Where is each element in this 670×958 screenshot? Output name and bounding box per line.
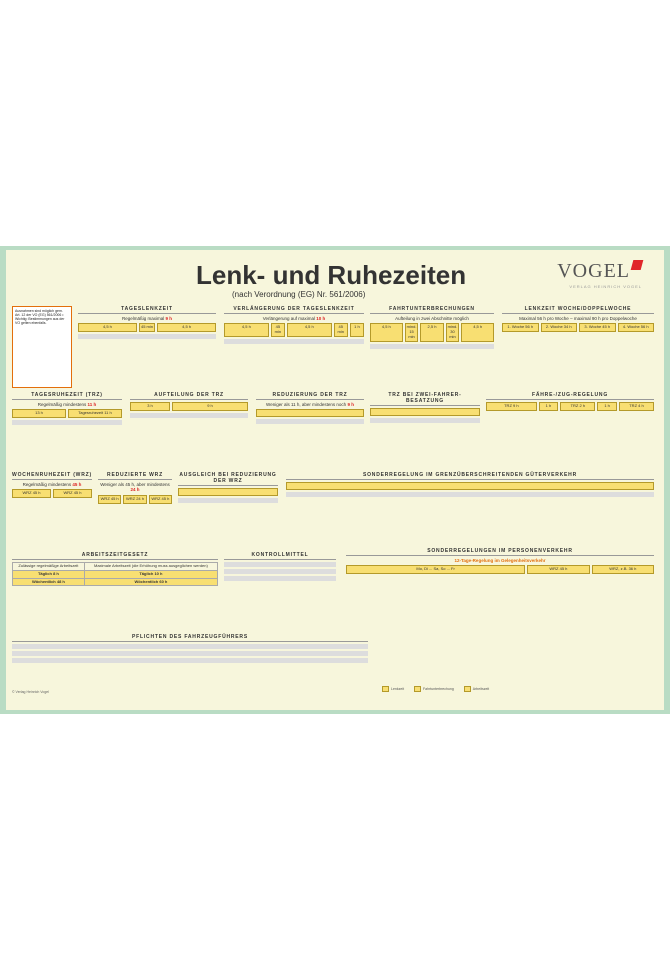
vogel-logo: VOGEL: [557, 260, 642, 283]
week-block: 3. Woche 45 h: [579, 323, 616, 332]
drive-block: 4,5 h: [461, 323, 494, 341]
ferry-block: 1 h: [539, 402, 559, 411]
timeline-bar: [78, 334, 216, 339]
break-block: mind. 15 min: [405, 323, 419, 341]
section-fahrtunterbrechungen: FAHRTUNTERBRECHUNGEN Aufteilung in zwei Abschnitte möglich 4,5 h mind. 15 min 2,5 h mind. 30 min 4,5 h: [370, 306, 494, 349]
text-placeholder: [224, 569, 336, 574]
table-cell: Täglich 10 h: [84, 570, 217, 578]
text-placeholder: [224, 576, 336, 581]
section-tageslenkzeit: TAGESLENKZEIT Regelmäßig maximal 9 h 4,5 h 45 min 4,5 h: [78, 306, 216, 339]
drive-block: 4,5 h: [224, 323, 269, 337]
section-reduzierung: REDUZIERUNG DER TRZ Weniger als 11 h, aber mindestens noch 9 h: [256, 392, 364, 424]
poster-background: [0, 246, 670, 714]
arbeitszeit-table: [12, 562, 218, 586]
drive-block: 4,5 h: [78, 323, 137, 332]
drive-block: 2,5 h: [420, 323, 443, 341]
weekly-rest-block: WRZ, z.B. 36 h: [592, 565, 654, 574]
section-ausgleich: [178, 472, 278, 503]
table-cell: Täglich 8 h: [13, 570, 85, 578]
compensation-bar: [178, 488, 278, 496]
section-title: TAGESRUHEZEIT (TRZ): [12, 392, 122, 400]
weekly-rest-block: WRZ 45 h: [53, 489, 92, 498]
rest-block: Tagesruhezeit 11 h: [68, 409, 122, 418]
weekly-rest-block: WRZ 45 h: [12, 489, 51, 498]
table-cell: Wöchentlich 60 h: [84, 578, 217, 586]
timeline-bar: [130, 413, 248, 418]
section-title: WOCHENRUHEZEIT (WRZ): [12, 472, 92, 478]
text-placeholder: [12, 651, 368, 656]
rest-bar: [370, 408, 480, 416]
poster-subtitle: (nach Verordnung (EG) Nr. 561/2006): [232, 290, 366, 299]
legend-item: Lenkzeit: [382, 686, 404, 692]
poster-sheet: [6, 250, 664, 710]
section-title: KONTROLLMITTEL: [224, 552, 336, 560]
section-title: PFLICHTEN DES FAHRZEUGFÜHRERS: [12, 634, 368, 642]
week-block: 4. Woche 56 h: [618, 323, 655, 332]
section-grenzverkehr: [286, 472, 654, 497]
section-aufteilung: [130, 392, 248, 418]
timeline-bar: [12, 420, 122, 425]
break-block: mind. 30 min: [446, 323, 460, 341]
section-kontrollmittel: [224, 552, 336, 581]
timeline-bar: [370, 418, 480, 423]
flag-icon: [631, 260, 644, 270]
legend-item: Fahrtunterbrechung: [414, 686, 454, 692]
week-block: 1. Woche 56 h: [502, 323, 539, 332]
work-block: 13 h: [12, 409, 66, 418]
section-title: ARBEITSZEITGESETZ: [12, 552, 218, 560]
week-block: 2. Woche 34 h: [541, 323, 578, 332]
break-block: 45 min: [334, 323, 348, 337]
break-block: 45 min: [139, 323, 155, 332]
text-placeholder: [12, 644, 368, 649]
section-title: SONDERREGELUNGEN IM PERSONENVERKEHR: [346, 548, 654, 556]
table-header: Zulässige regelmäßige Arbeitszeit: [13, 563, 85, 571]
section-zwei-fahrer: [370, 392, 480, 423]
section-personenverkehr: SONDERREGELUNGEN IM PERSONENVERKEHR 12-Tage-Regelung im Gelegenheitsverkehr Mo, Di ... Sa, So ... Fr WRZ 45 h WRZ, z.B. 36 h: [346, 548, 654, 574]
timeline-bar: [256, 419, 364, 424]
section-title: FAHRTUNTERBRECHUNGEN: [370, 306, 494, 314]
timeline-bar: [178, 498, 278, 503]
section-verlaengerung: VERLÄNGERUNG DER TAGESLENKZEIT Verlängerung auf maximal 10 h 4,5 h 45 min 4,5 h 45 min 1 h: [224, 306, 364, 344]
poster-title: Lenk- und Ruhezeiten: [196, 260, 467, 290]
section-wrz: WOCHENRUHEZEIT (WRZ) Regelmäßig mindestens 45 h WRZ 45 h WRZ 45 h: [12, 472, 92, 498]
rest-block: TRZ 2 h: [560, 402, 595, 411]
section-title: TRZ BEI ZWEI-FAHRER-BESATZUNG: [370, 392, 480, 406]
weekly-rest-block: WRZ 24 h: [123, 495, 146, 504]
section-title: FÄHRE-/ZUG-REGELUNG: [486, 392, 654, 400]
break-block: 45 min: [271, 323, 285, 337]
section-title: REDUZIERUNG DER TRZ: [256, 392, 364, 400]
text-placeholder: [224, 562, 336, 567]
table-header: Maximale Arbeitszeit (die Erhöhung muss ausgeglichen werden): [84, 563, 217, 571]
rest-bar: [256, 409, 364, 417]
weekly-rest-block: WRZ 45 h: [98, 495, 121, 504]
section-title: AUSGLEICH BEI REDUZIERUNG DER WRZ: [179, 472, 277, 484]
timeline-bar: [370, 344, 494, 349]
footer: © Verlag Heinrich Vogel: [12, 690, 50, 694]
weekly-rest-block: WRZ 45 h: [527, 565, 589, 574]
section-arbeitszeitgesetz: [12, 552, 218, 586]
section-title: TAGESLENKZEIT: [78, 306, 216, 314]
section-title: SONDERREGELUNG IM GRENZÜBERSCHREITENDEN GÜTERVERKEHR: [286, 472, 654, 480]
week-range-block: Mo, Di ... Sa, So ... Fr: [346, 565, 525, 574]
section-title: VERLÄNGERUNG DER TAGESLENKZEIT: [224, 306, 364, 314]
rest-block: TRZ 9 h: [486, 402, 537, 411]
section-trz: TAGESRUHEZEIT (TRZ) Regelmäßig mindestens 11 h 13 h Tagesruhezeit 11 h: [12, 392, 122, 425]
rest-block: 9 h: [172, 402, 248, 411]
section-faehre: [486, 392, 654, 411]
table-cell: Wöchentlich 48 h: [13, 578, 85, 586]
weekly-rest-block: WRZ 45 h: [149, 495, 172, 504]
text-placeholder: [12, 658, 368, 663]
section-woche: LENKZEIT WOCHE/DOPPELWOCHE Maximal 56 h pro Woche – maximal 90 h pro Doppelwoche 1. Woche 56 h 2. Woche 34 h 3. Woche 45 h 4. Woche 56 h: [502, 306, 654, 332]
drive-block: 4,5 h: [287, 323, 332, 337]
drive-block: 4,5 h: [370, 323, 403, 341]
drive-block: 1 h: [350, 323, 364, 337]
legend-item: Arbeitszeit: [464, 686, 489, 692]
section-title: AUFTEILUNG DER TRZ: [130, 392, 248, 400]
section-pflichten: [12, 634, 368, 663]
section-reduzierte-wrz: REDUZIERTE WRZ Weniger als 45 h, aber mindestens 24 h WRZ 45 h WRZ 24 h WRZ 45 h: [98, 472, 172, 504]
rest-block: 3 h: [130, 402, 170, 411]
timeline-bar: [286, 492, 654, 497]
cross-border-bar: [286, 482, 654, 490]
info-box: Ausnahmen sind möglich gem. Art. 12 der VO (EG) 561/2006 • Wichtig: Bestimmungen aus der VO gelten ebenfalls.: [12, 306, 72, 388]
logo-subtitle: VERLAG HEINRICH VOGEL: [569, 284, 642, 289]
ferry-block: 1 h: [597, 402, 617, 411]
section-title: REDUZIERTE WRZ: [98, 472, 172, 480]
section-title: LENKZEIT WOCHE/DOPPELWOCHE: [502, 306, 654, 314]
rest-block: TRZ 4 h: [619, 402, 654, 411]
drive-block: 4,5 h: [157, 323, 216, 332]
timeline-bar: [224, 339, 364, 344]
